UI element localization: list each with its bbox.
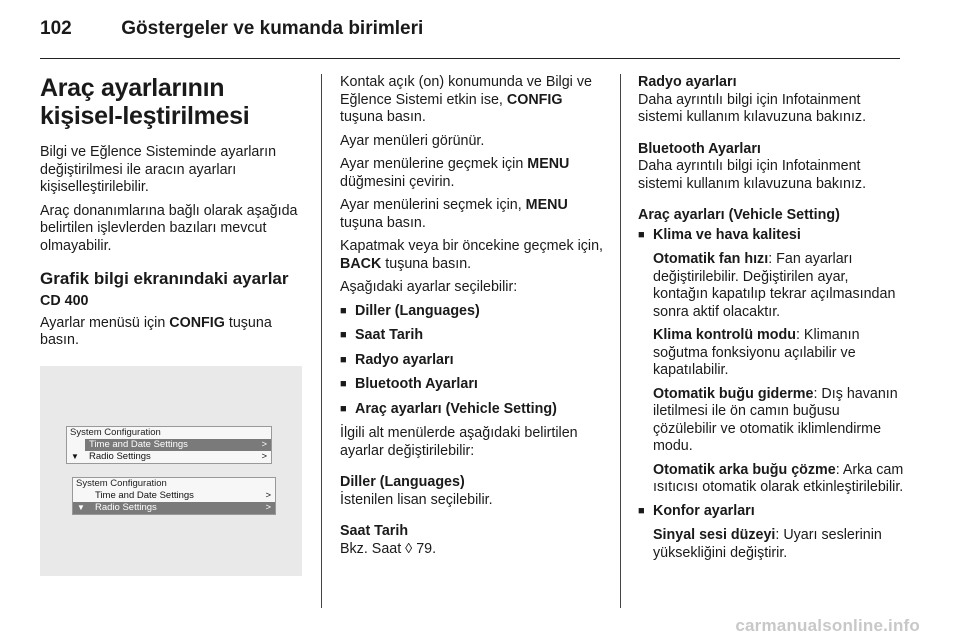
chevron-right-icon: > [261,439,267,450]
setting-description: Otomatik arka buğu çözme: Arka cam ısıtıcısı otomatik olarak etkinleştirilebilir. [653,461,904,495]
paragraph: Daha ayrıntılı bilgi için Infotainment sistemi kullanım kılavuzuna bakınız. [638,91,867,125]
chevron-right-icon: > [265,502,271,513]
bullet-icon: ■ [340,402,347,415]
config-panel [72,477,276,515]
paragraph: Ayar menülerini seçmek için, MENU tuşuna basın. [340,197,568,231]
key-menu: MENU [525,197,568,213]
arrow-down-icon: ▼ [71,452,79,461]
item-title: Saat Tarih [340,523,409,539]
bullet-icon: ■ [340,329,347,341]
menu-row-time-date: Time and Date Settings > [85,439,271,451]
item-title: Diller (Languages) [340,474,465,490]
list-item: ■ Araç ayarları (Vehicle Setting) [340,400,557,417]
paragraph: Aşağıdaki ayarlar seçilebilir: [340,279,518,295]
chapter-title: Göstergeler ve kumanda birimleri [121,18,424,39]
menu-row-radio: ▼ Radio Settings > [71,451,267,462]
setting-description: Otomatik fan hızı: Fan ayarları değiştirilebilir. Değiştirilen ayar, kontağın kapatılıp tekrar açılmasından sonra aktif olacaktır. [653,251,896,320]
column-left [40,74,306,356]
list-item: ■ Konfor ayarları [638,502,755,519]
arrow-down-icon: ▼ [77,503,85,512]
key-back: BACK [340,255,382,272]
config-panel [66,426,272,464]
list-item: ■ Klima ve hava kalitesi [638,226,801,243]
paragraph: Ayar menülerine geçmek için MENU düğmesini çevirin. [340,156,570,190]
paragraph: Kapatmak veya bir öncekine geçmek için, BACK tuşuna basın. [340,238,604,272]
paragraph: Araç donanımlarına bağlı olarak aşağıda belirtilen işlevlerden bazıları mevcut olmayabilir. [40,202,298,254]
paragraph: İstenilen lisan seçilebilir. [340,491,493,508]
key-config: CONFIG [506,91,563,108]
item-title: Araç ayarları (Vehicle Setting) [638,207,840,223]
column-divider [321,74,322,608]
list-item: ■ Bluetooth Ayarları [340,376,478,392]
list-item: ■ Diller (Languages) [340,302,480,319]
page-header [40,18,423,40]
list-item: ■ Saat Tarih [340,327,424,343]
bullet-icon: ■ [340,353,347,366]
item-title: Radyo ayarları [638,74,737,90]
paragraph: Bilgi ve Eğlence Sisteminde ayarların değiştirilmesi ile aracın ayarları kişiselleştirilebilir. [40,144,277,195]
item-title: Bluetooth Ayarları [638,140,761,157]
panel-title: System Configuration [76,478,167,489]
column-middle [340,74,608,564]
column-right [638,74,906,568]
bullet-icon: ■ [638,504,645,517]
column-divider [620,74,621,608]
paragraph: Bkz. Saat ◊ 79. [340,540,437,557]
menu-row-radio: ▼ Radio Settings > [73,502,275,514]
chevron-right-icon: > [261,451,267,462]
key-config: CONFIG [169,314,225,331]
paragraph: Ayarlar menüsü için CONFIG tuşuna basın. [40,314,272,348]
subsection-heading: Grafik bilgi ekranındaki ayarlar [40,269,289,288]
paragraph: Kontak açık (on) konumunda ve Bilgi ve Eğlence Sistemi etkin ise, CONFIG tuşuna basın. [340,74,592,125]
watermark-logo: carmanualsonline.info [735,616,920,635]
menu-row-time-date: Time and Date Settings > [95,490,271,501]
setting-description: Klima kontrolü modu: Klimanın soğutma fonksiyonu açılabilir ve kapatılabilir. [653,327,860,378]
bullet-icon: ■ [340,378,347,390]
paragraph: Ayar menüleri görünür. [340,132,485,149]
list-item: ■ Radyo ayarları [340,351,454,368]
bullet-icon: ■ [340,304,347,317]
paragraph: Daha ayrıntılı bilgi için Infotainment sistemi kullanım kılavuzuna bakınız. [638,158,867,192]
paragraph: İlgili alt menülerde aşağıdaki belirtilen ayarlar değiştirilebilir: [340,425,578,459]
bullet-icon: ■ [638,228,645,241]
panel-title: System Configuration [70,427,161,438]
model-label: CD 400 [40,293,89,309]
key-menu: MENU [527,156,570,172]
setting-description: Sinyal sesi düzeyi: Uyarı seslerinin yüksekliğini değiştirir. [653,527,882,561]
page-number: 102 [40,18,72,39]
settings-screenshot [40,366,302,576]
chevron-right-icon: > [265,490,271,501]
header-rule [40,58,900,59]
setting-description: Otomatik buğu giderme: Dış havanın iletilmesi ile ön camın buğusu çözülebilir ve otomatik iklimlendirme modu. [653,385,898,454]
section-heading: Araç ayarlarının kişisel-leştirilmesi [40,74,250,130]
